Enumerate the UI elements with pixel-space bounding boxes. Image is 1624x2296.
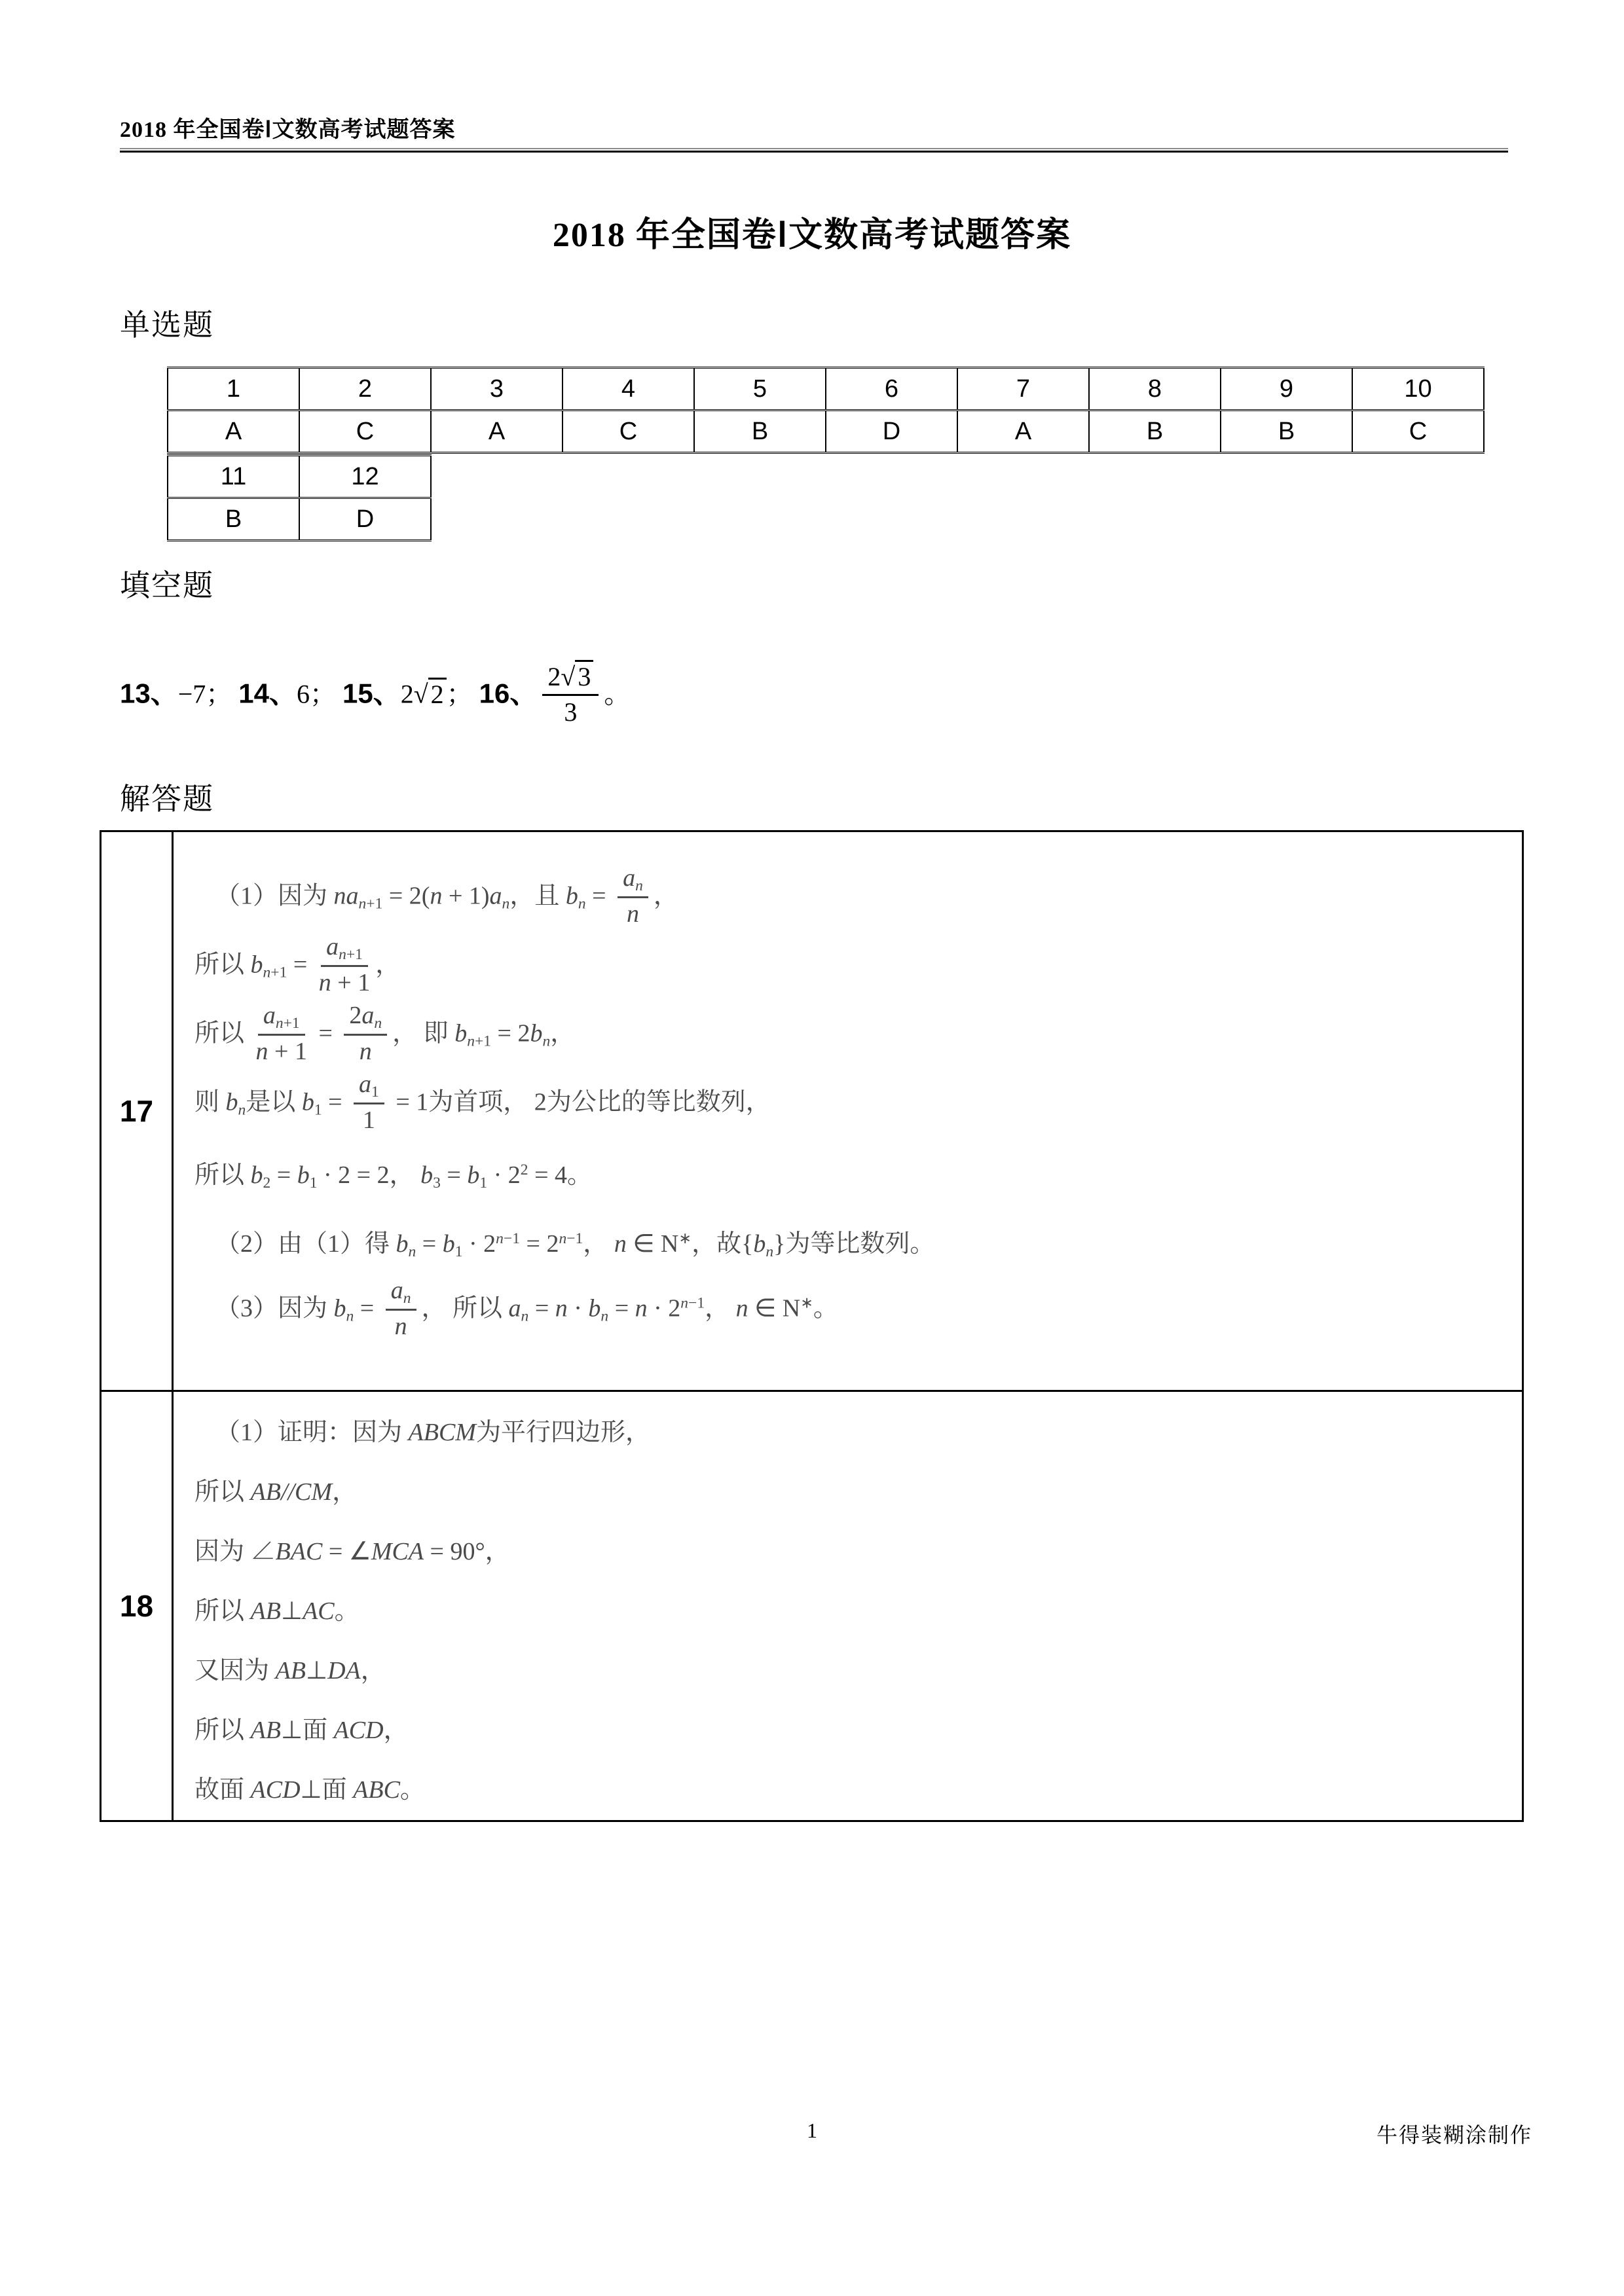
footer-page-number: 1 <box>807 2119 817 2142</box>
mc-answer-letter: C <box>563 410 694 453</box>
mc-answer-letter: A <box>957 410 1089 453</box>
solution-row-17 <box>101 832 1522 1390</box>
solution-line: 所以 $b_2 = b_1 \cdot 2 = 2$， $b_3 = b_1 \cdot 2^2 = 4$。 <box>194 1161 593 1192</box>
mc-question-number: 10 <box>1352 368 1484 410</box>
section-heading-solutions: 解答题 <box>120 782 214 816</box>
mc-answer-letter: C <box>1352 410 1484 453</box>
fill-blank-answers-line: 13、−7； 14、6； 15、2√ 2 ； 16、 $\frac{2√ 3}{3}$ 。 <box>120 643 630 751</box>
mc-answer-row-2 <box>168 498 431 541</box>
mc-answer-letter: B <box>694 410 826 453</box>
solution-line: 所以 AB//CM， <box>194 1478 358 1506</box>
solution-line: 所以 $b_{n+1}$ = $\frac{a_{n+1}}{n + 1}$ ， <box>194 932 401 996</box>
solution-line: 所以 $\frac{a_{n+1}}{n + 1}$ = $\frac{2a_n}{n}$ ， 即 $b_{n+1} = 2b_n$， <box>194 1001 576 1065</box>
mc-question-number: 11 <box>168 456 299 498</box>
solution-line: 故面 ACD⊥面 ABC。 <box>194 1776 425 1804</box>
solution-content-17 <box>174 832 1522 1390</box>
solution-line: 所以 AB⊥面 ACD， <box>194 1717 409 1744</box>
solution-question-number: 17 <box>101 832 174 1390</box>
mc-question-number: 2 <box>299 368 431 410</box>
mc-answer-table <box>167 367 1485 454</box>
mc-answer-row <box>168 410 1484 453</box>
mc-question-number: 1 <box>168 368 299 410</box>
mc-answer-letter: D <box>299 498 431 541</box>
solution-content-18 <box>174 1392 1522 1820</box>
mc-answer-table-extra <box>167 454 432 541</box>
mc-question-number: 8 <box>1089 368 1221 410</box>
solution-line: 因为 ∠BAC = ∠MCA = 90°， <box>194 1538 510 1565</box>
mc-answer-letter: B <box>168 498 299 541</box>
mc-answer-letter: C <box>299 410 431 453</box>
mc-answer-letter: A <box>168 410 299 453</box>
mc-answer-letter: B <box>1221 410 1352 453</box>
solution-line: （1）因为 $na_{n+1} = 2(n + 1)a_n$，且 $b_n$ = $\frac{a_n}{n}$ ， <box>215 864 678 928</box>
mc-question-number: 4 <box>563 368 694 410</box>
mc-number-row-2 <box>168 456 431 498</box>
mc-question-number: 7 <box>957 368 1089 410</box>
mc-question-number: 5 <box>694 368 826 410</box>
mc-answer-letter: B <box>1089 410 1221 453</box>
section-heading-fill-blank: 填空题 <box>120 569 214 602</box>
solution-line: 则 $b_n$是以 $b_1$ = $\frac{a_1}{1}$ = 1为首项， 2为公比的等比数列， <box>194 1070 771 1134</box>
solution-row-18 <box>101 1390 1522 1820</box>
solution-line: 所以 AB⊥AC。 <box>194 1597 360 1625</box>
solution-line: （2）由（1）得 $b_n = b_1 \cdot 2^{n-1} = 2^{n-1}$， n ∈ N∗，故$\{b_n\}$为等比数列。 <box>215 1230 935 1261</box>
solution-line: （1）证明：因为 ABCM为平行四边形， <box>215 1419 650 1446</box>
footer-credit: 牛得装糊涂制作 <box>1376 2123 1532 2147</box>
mc-answer-letter: D <box>826 410 957 453</box>
header-rule <box>120 148 1508 153</box>
solution-question-number: 18 <box>101 1392 174 1820</box>
solution-line: 又因为 AB⊥DA， <box>194 1657 386 1685</box>
mc-question-number: 12 <box>299 456 431 498</box>
solution-line: （3）因为 $b_n$ = $\frac{a_n}{n}$ ， 所以 $a_n = n \cdot b_n = n \cdot 2^{n-1}$， n ∈ N∗。 <box>215 1276 838 1340</box>
mc-question-number: 6 <box>826 368 957 410</box>
solution-table <box>100 830 1524 1822</box>
page-header-text: 2018 年全国卷Ⅰ文数高考试题答案 <box>120 118 456 142</box>
mc-question-number: 3 <box>431 368 563 410</box>
page-title: 2018 年全国卷Ⅰ文数高考试题答案 <box>552 217 1072 254</box>
mc-answer-letter: A <box>431 410 563 453</box>
mc-question-number: 9 <box>1221 368 1352 410</box>
section-heading-multiple-choice: 单选题 <box>120 308 214 342</box>
mc-number-row <box>168 368 1484 410</box>
